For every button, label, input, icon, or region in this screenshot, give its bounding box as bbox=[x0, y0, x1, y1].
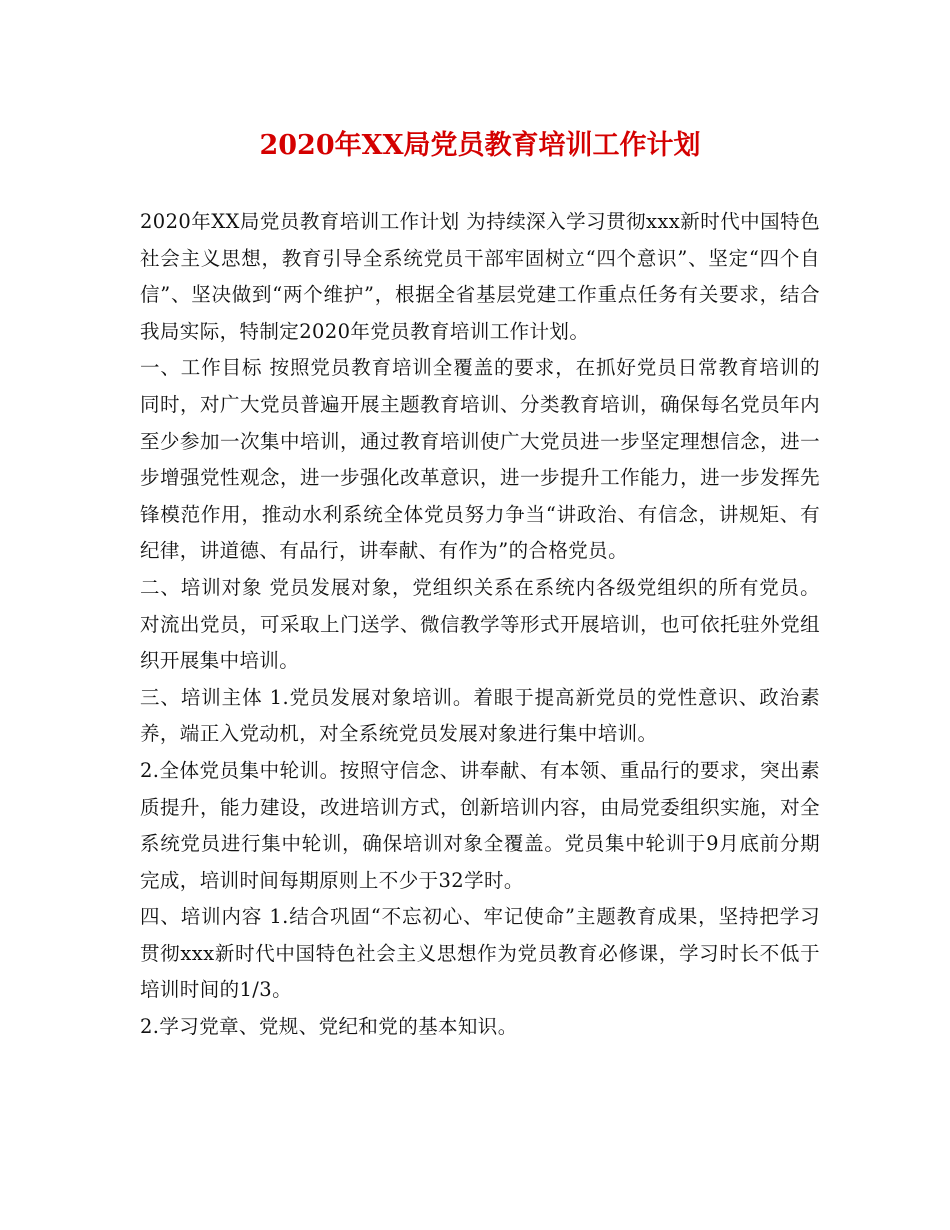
paragraph-training-content-2: 2.学习党章、党规、党纪和党的基本知识。 bbox=[140, 1015, 518, 1039]
paragraph-training-content-1: 四、培训内容 1.结合巩固“不忘初心、牢记使命”主题教育成果，坚持把学习贯彻xxx新时代中国特色社会主义思想作为党员教育必修课，学习时长不低于培训时间的1/3。 bbox=[140, 905, 820, 1002]
paragraph-training-targets: 二、培训对象 党员发展对象，党组织关系在系统内各级党组织的所有党员。对流出党员，可采取上门送学、微信教学等形式开展培训，也可依托驻外党组织开展集中培训。 bbox=[140, 575, 820, 673]
document-body bbox=[140, 204, 820, 1046]
paragraph-intro: 2020年XX局党员教育培训工作计划 为持续深入学习贯彻xxx新时代中国特色社会主义思想，教育引导全系统党员干部牢固树立“四个意识”、坚定“四个自信”、坚决做到“两个维护”，根据全省基层党建工作重点任务有关要求，结合我局实际，特制定2020年党员教育培训工作计划。 bbox=[140, 210, 820, 343]
paragraph-work-goals: 一、工作目标 按照党员教育培训全覆盖的要求，在抓好党员日常教育培训的同时，对广大党员普遍开展主题教育培训、分类教育培训，确保每名党员年内至少参加一次集中培训，通过教育培训使广大党员进一步坚定理想信念，进一步增强党性观念，进一步强化改革意识，进一步提升工作能力，进一步发挥先锋模范作用，推动水利系统全体党员努力争当“讲政治、有信念，讲规矩、有纪律，讲道德、有品行，讲奉献、有作为”的合格党员。 bbox=[140, 356, 820, 563]
document-title: 2020年XX局党员教育培训工作计划 bbox=[259, 130, 701, 161]
paragraph-training-subject-2: 2.全体党员集中轮训。按照守信念、讲奉献、有本领、重品行的要求，突出素质提升，能力建设，改进培训方式，创新培训内容，由局党委组织实施，对全系统党员进行集中轮训，确保培训对象全覆盖。党员集中轮训于9月底前分期完成，培训时间每期原则上不少于32学时。 bbox=[140, 758, 820, 892]
paragraph-training-subject-1: 三、培训主体 1.党员发展对象培训。着眼于提高新党员的党性意识、政治素养，端正入党动机，对全系统党员发展对象进行集中培训。 bbox=[140, 685, 820, 746]
